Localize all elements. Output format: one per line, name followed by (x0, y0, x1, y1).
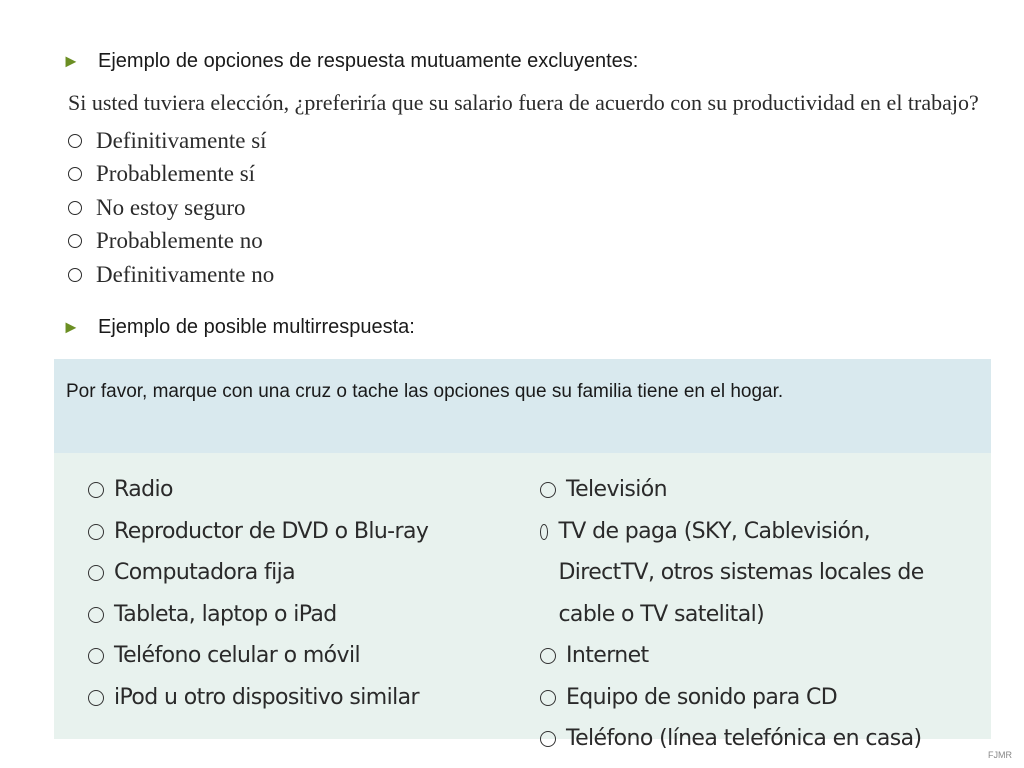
option-label: Probablemente no (96, 228, 263, 254)
radio-option[interactable] (68, 225, 274, 259)
option-label: Tableta, laptop o iPad (114, 601, 337, 627)
circle-option-icon[interactable] (540, 648, 556, 664)
bullet-mutually-exclusive (62, 50, 638, 73)
checkbox-option[interactable] (88, 635, 428, 677)
circle-option-icon[interactable] (88, 690, 104, 706)
single-choice-options (68, 124, 274, 292)
option-label: Teléfono celular o móvil (114, 643, 360, 668)
radio-option[interactable] (68, 124, 274, 158)
checkbox-option[interactable] (540, 511, 970, 636)
checkbox-option[interactable] (540, 635, 970, 677)
single-choice-question: Si usted tuviera elección, ¿preferiría que su salario fuera de acuerdo con su productividad en el trabajo? (68, 90, 979, 115)
checkbox-option[interactable] (88, 469, 428, 511)
circle-option-icon[interactable] (540, 731, 556, 747)
footer-initials: FJMR (988, 750, 1012, 760)
radio-circle-icon[interactable] (68, 167, 82, 181)
option-label: Teléfono (línea telefónica en casa) (566, 726, 922, 751)
radio-circle-icon[interactable] (68, 134, 82, 148)
option-label: Equipo de sonido para CD (566, 684, 838, 710)
circle-option-icon[interactable] (540, 524, 548, 540)
option-label: Definitivamente sí (96, 127, 267, 153)
circle-option-icon[interactable] (88, 482, 104, 498)
triangle-right-icon: ► (62, 317, 80, 337)
circle-option-icon[interactable] (88, 648, 104, 664)
bullet-text: Ejemplo de opciones de respuesta mutuamente excluyentes: (98, 50, 639, 72)
option-label: No estoy seguro (96, 194, 246, 220)
option-label: TV de paga (SKY, Cablevisión, DirectTV, otros sistemas locales de cable o TV satelital) (558, 518, 924, 627)
multi-choice-left-column (88, 469, 428, 718)
checkbox-option[interactable] (88, 677, 428, 719)
checkbox-option[interactable] (540, 469, 970, 511)
circle-option-icon[interactable] (88, 524, 104, 540)
radio-option[interactable] (68, 258, 274, 292)
circle-option-icon[interactable] (540, 690, 556, 706)
radio-circle-icon[interactable] (68, 201, 82, 215)
radio-circle-icon[interactable] (68, 268, 82, 282)
multi-choice-instruction: Por favor, marque con una cruz o tache las opciones que su familia tiene en el hogar. (54, 359, 991, 453)
option-label: Internet (566, 643, 649, 668)
triangle-right-icon: ► (62, 51, 80, 71)
bullet-multi-response (62, 316, 415, 339)
option-label: Televisión (566, 477, 667, 502)
checkbox-option[interactable] (540, 677, 970, 719)
option-label: Reproductor de DVD o Blu-ray (114, 518, 429, 544)
multi-choice-right-column (540, 469, 970, 760)
checkbox-option[interactable] (540, 718, 970, 760)
checkbox-option[interactable] (88, 511, 428, 553)
option-label: Computadora fija (114, 560, 296, 585)
option-label: Probablemente sí (96, 161, 256, 187)
circle-option-icon[interactable] (88, 565, 104, 581)
multi-choice-box (54, 359, 991, 751)
bullet-text: Ejemplo de posible multirrespuesta: (98, 316, 415, 338)
circle-option-icon[interactable] (88, 607, 104, 623)
radio-option[interactable] (68, 158, 274, 192)
option-label: iPod u otro dispositivo similar (114, 684, 419, 710)
option-label: Radio (114, 477, 173, 502)
radio-option[interactable] (68, 191, 274, 225)
circle-option-icon[interactable] (540, 482, 556, 498)
option-label: Definitivamente no (96, 261, 275, 287)
radio-circle-icon[interactable] (68, 234, 82, 248)
checkbox-option[interactable] (88, 594, 428, 636)
checkbox-option[interactable] (88, 552, 428, 594)
